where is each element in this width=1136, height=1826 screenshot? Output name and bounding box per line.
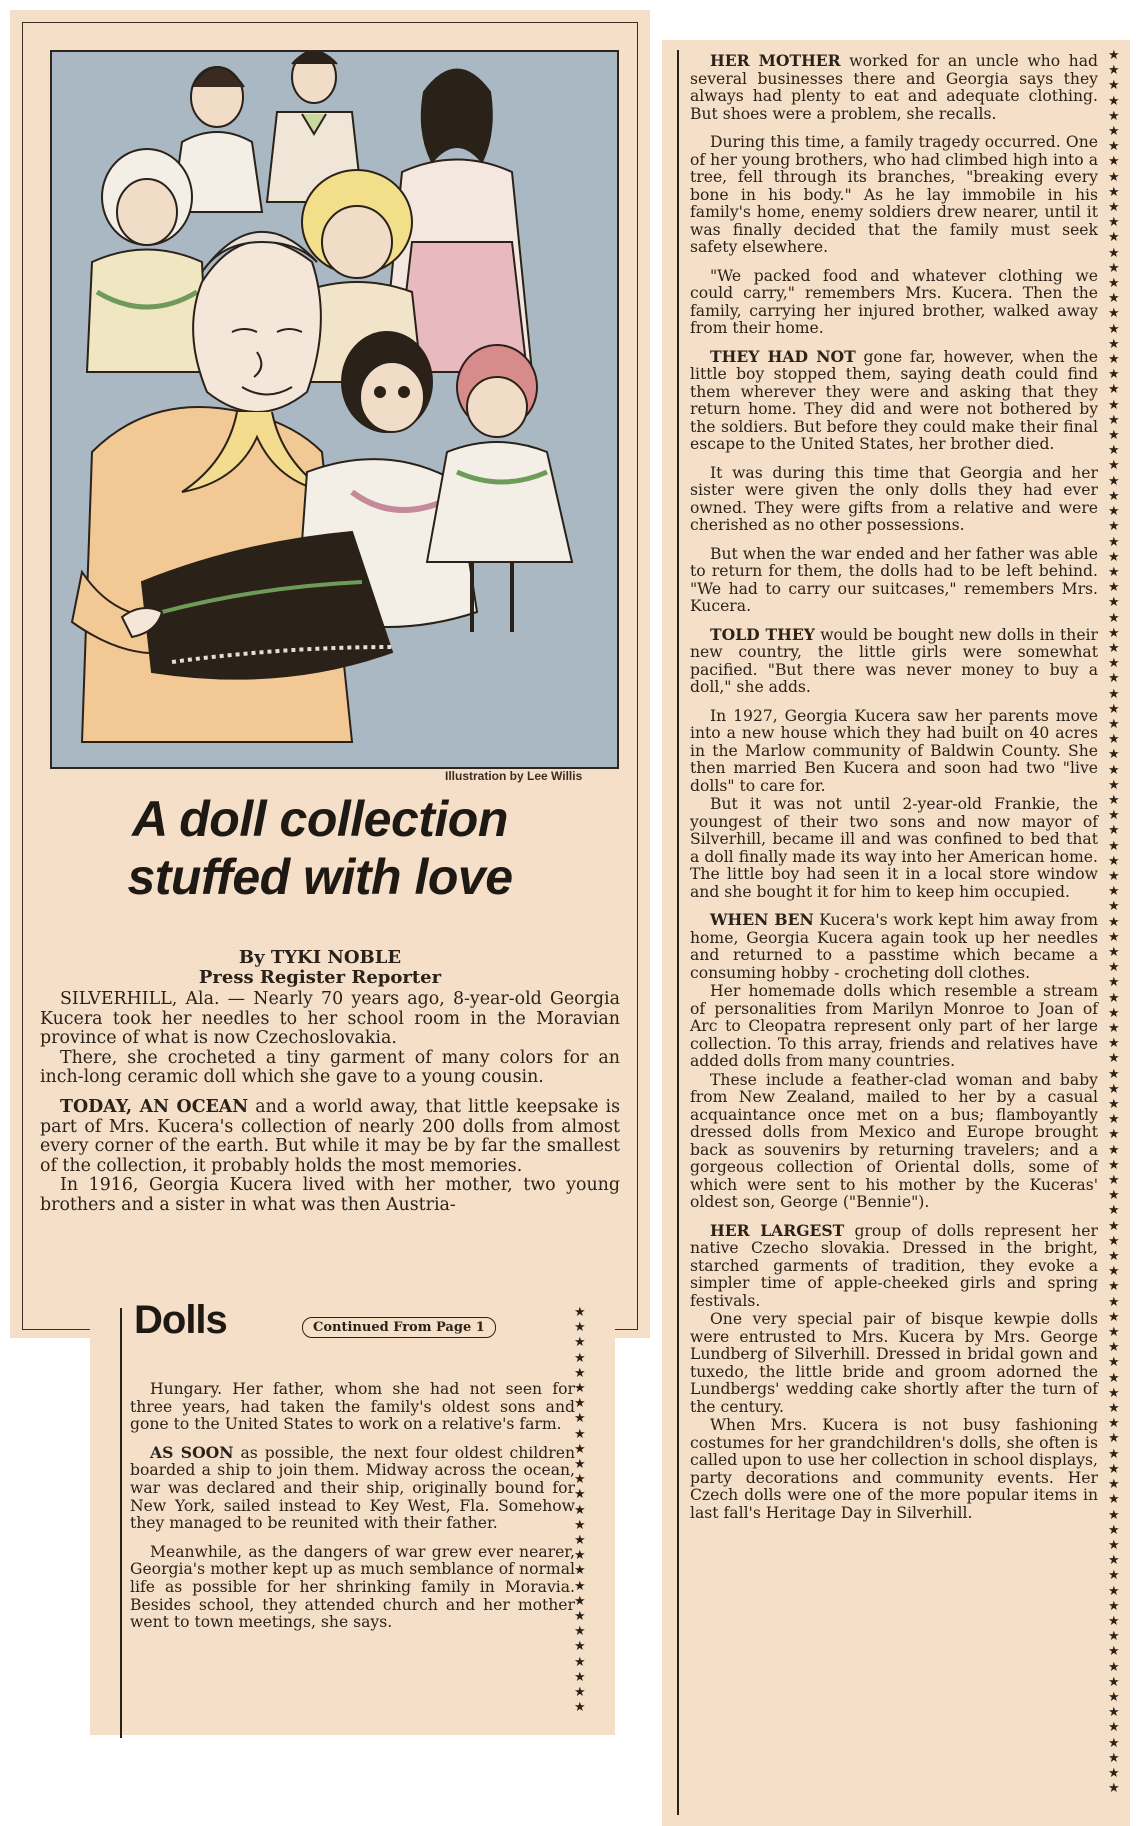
paragraph: These include a feather-clad woman and baby from New Zealand, mailed to her by a casual acquaintance once met on a bus; flamboyantly dressed dolls from Mexico and Europe brought back as souvenirs by returning travelers; and a gorgeous collection of Oriental dolls, some of which were sent to his mother by the Kuceras' oldest son, George ("Bennie").	[690, 1070, 1098, 1211]
star-border: ★ ★ ★ ★ ★ ★ ★ ★ ★ ★ ★ ★ ★ ★ ★ ★ ★ ★ ★ ★ ★ ★ ★ ★ ★ ★ ★	[574, 1305, 586, 1716]
headline-line-2: stuffed with love	[127, 849, 513, 905]
paragraph: SILVERHILL, Ala. — Nearly 70 years ago, 8-year-old Georgia Kucera took her needles to her school room in the Moravian province of what is now Czechoslovakia.	[40, 989, 620, 1049]
paragraph: HER LARGEST group of dolls represent her native Czecho slovakia. Dressed in the bright, starched garments of tradition, they evoke a simpler time of apple-cheeked girls and spring festivals.	[690, 1220, 1098, 1310]
article-body-front	[40, 990, 620, 1216]
paragraph: In 1927, Georgia Kucera saw her parents move into a new house which they had built on 40 acres in the Marlow community of Baldwin County. She then married Ben Kucera and soon had two "live dolls" to care for.	[690, 706, 1098, 795]
paragraph: It was during this time that Georgia and her sister were given the only dolls they had ever owned. They were gifts from a relative and were cherished as no other possessions.	[690, 463, 1098, 534]
article-body-column	[690, 52, 1098, 1522]
paragraph: "We packed food and whatever clothing we could carry," remembers Mrs. Kucera. Then the family, carrying her injured brother, walked away from their home.	[690, 266, 1098, 337]
byline-role: Press Register Reporter	[198, 967, 442, 988]
headline	[40, 790, 600, 906]
continued-from-label: Continued From Page 1	[302, 1317, 496, 1338]
paragraph: When Mrs. Kucera is not busy fashioning costumes for her grandchildren's dolls, she often is called upon to use her collection in school displays, party decorations and community events. Her Czech dolls were one of the more popular items in last fall's Heritage Day in Silverhill.	[690, 1416, 1098, 1522]
star-border: ★ ★ ★ ★ ★ ★ ★ ★ ★ ★ ★ ★ ★ ★ ★ ★ ★ ★ ★ ★ ★ ★ ★ ★ ★ ★ ★ ★ ★ ★ ★ ★ ★ ★ ★ ★ ★ ★ ★ ★ ★ ★ ★ ★ ★ ★ ★ ★ ★ ★ ★ ★ ★ ★ ★ ★ ★ ★ ★ ★ ★ ★ ★ ★ ★ ★ ★ ★ ★ ★ ★ ★ ★ ★ ★ ★ ★ ★ ★ ★ ★ ★ ★ ★ ★ ★ ★ ★ ★ ★ ★ ★ ★ ★ ★ ★ ★ ★ ★ ★ ★ ★ ★ ★ ★ ★ ★ ★ ★ ★ ★ ★ ★ ★ ★	[1108, 48, 1120, 1797]
paragraph: In 1916, Georgia Kucera lived with her mother, two young brothers and a sister in what was then Austria-	[40, 1175, 620, 1215]
column-rule	[677, 50, 679, 1815]
byline	[60, 948, 580, 988]
paragraph: But it was not until 2-year-old Frankie, the youngest of their two sons and now mayor of Silverhill, became ill and was confined to bed that a doll finally made its way into her American home. The little boy had seen it in a local store window and she bought it for him to keep him occupied.	[690, 795, 1098, 901]
continuation-heading: Dolls	[134, 1298, 227, 1342]
paragraph: THEY HAD NOT gone far, however, when the little boy stopped them, saying death could find them wherever they were and asking that they return home. They did and were not bothered by the soldiers. But before they could make their final escape to the United States, her brother died.	[690, 346, 1098, 453]
article-body-continuation	[130, 1380, 575, 1632]
paragraph: WHEN BEN Kucera's work kept him away from home, Georgia Kucera again took up her needles and returned to a passtime which became a consuming hobby - crocheting doll clothes.	[690, 910, 1098, 982]
paragraph: Hungary. Her father, whom she had not seen for three years, had taken the family's oldest sons and gone to the United States to work on a relative's farm.	[130, 1380, 575, 1434]
paragraph: There, she crocheted a tiny garment of many colors for an inch-long ceramic doll which she gave to a young cousin.	[40, 1047, 620, 1088]
paragraph: During this time, a family tragedy occurred. One of her young brothers, who had climbed high into a tree, fell through its branches, "breaking every bone in his body." As he lay immobile in his family's home, enemy soldiers drew nearer, until it was finally decided that the family must seek safety elsewhere.	[690, 133, 1098, 256]
illustration-credit: Illustration by Lee Willis	[445, 769, 583, 783]
paragraph: Meanwhile, as the dangers of war grew ever nearer, Georgia's mother kept up as much semblance of normal life as possible for her shrinking family in Moravia. Besides school, they attended church and her mother went to town meetings, she says.	[130, 1542, 575, 1632]
paragraph: TODAY, AN OCEAN and a world away, that little keepsake is part of Mrs. Kucera's collection of nearly 200 dolls from almost every corner of the earth. But while it may be by far the smallest of the collection, it probably holds the most memories.	[40, 1096, 620, 1176]
headline-line-1: A doll collection	[132, 791, 508, 847]
illustration-drawing	[52, 52, 617, 767]
paragraph: TOLD THEY would be bought new dolls in their new country, the little girls were somewhat pacified. "But there was never money to buy a doll," she adds.	[690, 624, 1098, 696]
paragraph: But when the war ended and her father was able to return for them, the dolls had to be left behind. "We had to carry our suitcases," remembers Mrs. Kucera.	[690, 544, 1098, 615]
paragraph: HER MOTHER worked for an uncle who had several businesses there and Georgia says they always had plenty to eat and adequate clothing. But shoes were a problem, she recalls.	[690, 51, 1098, 123]
doll-collection-illustration	[50, 50, 619, 769]
paragraph: One very special pair of bisque kewpie dolls were entrusted to Mrs. Kucera by Mrs. George Lundberg of Silverhill. Dressed in bridal gown and tuxedo, the little bride and groom adorned the Lundbergs' wedding cake shortly after the turn of the century.	[690, 1310, 1098, 1416]
paragraph: AS SOON as possible, the next four oldest children boarded a ship to join them. Midway across the ocean, war was declared and their ship, originally bound for New York, sailed instead to Key West, Fla. Somehow they managed to be reunited with their father.	[130, 1442, 575, 1533]
column-rule	[120, 1308, 122, 1738]
byline-author: By TYKI NOBLE	[238, 947, 402, 968]
paragraph: Her homemade dolls which resemble a stream of personalities from Marilyn Monroe to Joan of Arc to Cleopatra represent only part of her large collection. To this array, friends and relatives have added dolls from many countries.	[690, 982, 1098, 1070]
